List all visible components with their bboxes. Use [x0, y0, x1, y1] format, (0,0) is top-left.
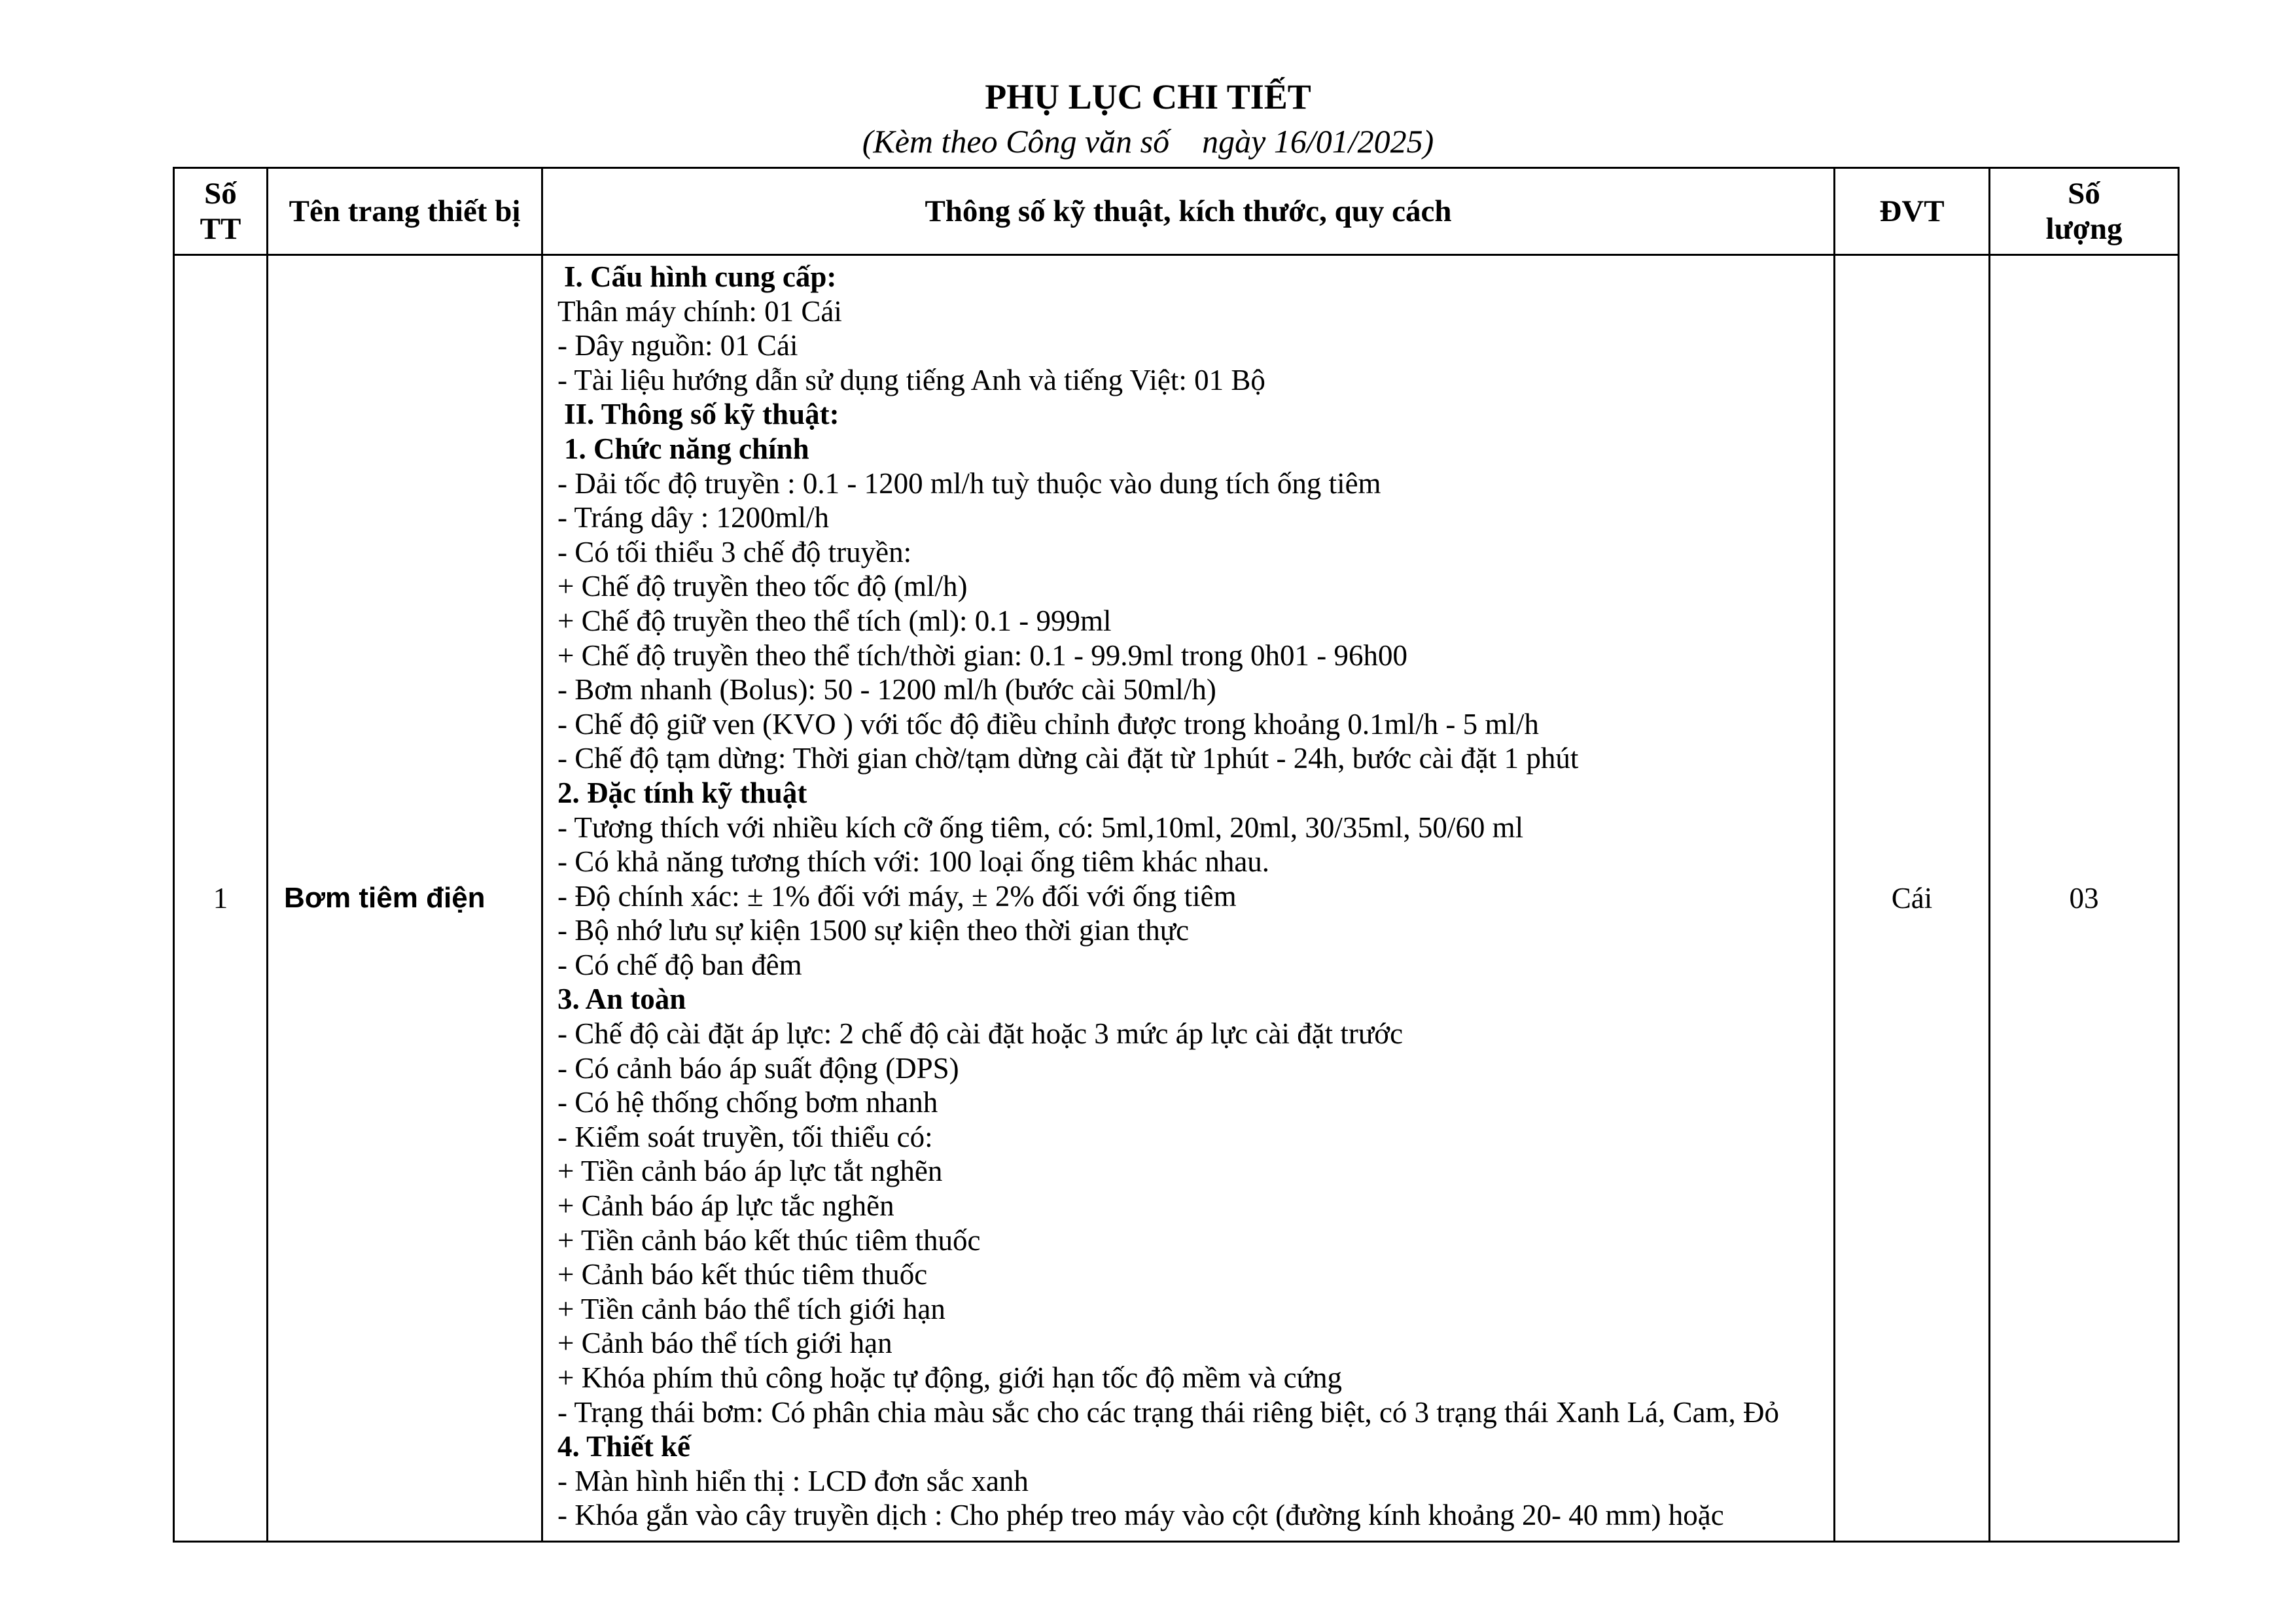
- spec-line: + Tiền cảnh báo kết thúc tiêm thuốc: [557, 1223, 981, 1257]
- spec-line: - Trạng thái bơm: Có phân chia màu sắc cho các trạng thái riêng biệt, có 3 trạng thái Xanh Lá, Cam, Đỏ: [557, 1395, 1780, 1429]
- table-header-row: [174, 168, 2179, 255]
- spec-line: - Có chế độ ban đêm: [557, 948, 802, 981]
- spec-line: + Chế độ truyền theo thể tích (ml): 0.1 - 999ml: [557, 604, 1112, 637]
- spec-line: Thân máy chính: 01 Cái: [557, 294, 842, 328]
- header-quantity: Số lượng: [1990, 168, 2179, 255]
- spec-line: + Cảnh báo áp lực tắc nghẽn: [557, 1189, 894, 1223]
- header-stt: Số TT: [174, 168, 268, 255]
- spec-line: + Tiền cảnh báo áp lực tắt nghẽn: [557, 1155, 943, 1188]
- header-unit: ĐVT: [1835, 168, 1990, 255]
- header-equipment-name: Tên trang thiết bị: [268, 168, 542, 255]
- spec-line: - Chế độ cài đặt áp lực: 2 chế độ cài đặt hoặc 3 mức áp lực cài đặt trước: [557, 1017, 1404, 1051]
- spec-line: - Có hệ thống chống bơm nhanh: [557, 1086, 938, 1119]
- subtitle-date: ngày 16/01/2025): [1202, 123, 1434, 160]
- spec-line: + Tiền cảnh báo thể tích giới hạn: [557, 1292, 945, 1325]
- spec-line: - Khóa gắn vào cây truyền dịch : Cho phép treo máy vào cột (đường kính khoảng 20- 40 mm) hoặc: [557, 1499, 1724, 1532]
- spec-line: - Kiểm soát truyền, tối thiểu có:: [557, 1120, 933, 1153]
- spec-line: + Cảnh báo kết thúc tiêm thuốc: [557, 1258, 928, 1291]
- spec-line: - Có cảnh báo áp suất động (DPS): [557, 1051, 959, 1085]
- spec-line: 3. An toàn: [557, 983, 686, 1016]
- spec-line: 4. Thiết kế: [557, 1430, 690, 1463]
- spec-line: - Tài liệu hướng dẫn sử dụng tiếng Anh và tiếng Việt: 01 Bộ: [557, 363, 1265, 396]
- header-specification: Thông số kỹ thuật, kích thước, quy cách: [542, 168, 1835, 255]
- document-subtitle: [0, 122, 2296, 161]
- spec-line: 2. Đặc tính kỹ thuật: [557, 776, 807, 809]
- spec-line: + Chế độ truyền theo thể tích/thời gian: 0.1 - 99.9ml trong 0h01 - 96h00: [557, 638, 1408, 672]
- spec-line: - Dây nguồn: 01 Cái: [557, 329, 798, 362]
- equipment-spec-table: [173, 167, 2180, 1543]
- spec-line: + Khóa phím thủ công hoặc tự động, giới hạn tốc độ mềm và cứng: [557, 1361, 1342, 1394]
- spec-line-list: [557, 260, 1833, 1533]
- spec-line: 1. Chức năng chính: [564, 432, 809, 465]
- spec-line: - Màn hình hiển thị : LCD đơn sắc xanh: [557, 1464, 1029, 1497]
- cell-stt: 1: [174, 255, 268, 1542]
- table-row: [174, 255, 2179, 1542]
- spec-line: - Bơm nhanh (Bolus): 50 - 1200 ml/h (bước cài 50ml/h): [557, 673, 1216, 707]
- spec-line: I. Cấu hình cung cấp:: [564, 260, 837, 293]
- spec-line: - Dải tốc độ truyền : 0.1 - 1200 ml/h tuỳ thuộc vào dung tích ống tiêm: [557, 466, 1381, 500]
- spec-line: - Có tối thiểu 3 chế độ truyền:: [557, 535, 912, 568]
- spec-line: - Tương thích với nhiều kích cỡ ống tiêm, có: 5ml,10ml, 20ml, 30/35ml, 50/60 ml: [557, 811, 1524, 844]
- spec-line: - Chế độ giữ ven (KVO ) với tốc độ điều chỉnh được trong khoảng 0.1ml/h - 5 ml/h: [557, 707, 1539, 741]
- document-title: PHỤ LỤC CHI TIẾT: [985, 77, 1311, 116]
- spec-line: II. Thông số kỹ thuật:: [564, 398, 839, 431]
- spec-line: + Chế độ truyền theo tốc độ (ml/h): [557, 570, 968, 603]
- subtitle-prefix: (Kèm theo Công văn số: [862, 123, 1170, 160]
- spec-line: + Cảnh báo thể tích giới hạn: [557, 1327, 892, 1360]
- spec-line: - Độ chính xác: ± 1% đối với máy, ± 2% đối với ống tiêm: [557, 879, 1237, 913]
- cell-equipment-name: Bơm tiêm điện: [268, 255, 542, 1542]
- spec-line: - Chế độ tạm dừng: Thời gian chờ/tạm dừng cài đặt từ 1phút - 24h, bước cài đặt 1 phút: [557, 742, 1579, 775]
- cell-unit: Cái: [1835, 255, 1990, 1542]
- spec-line: - Có khả năng tương thích với: 100 loại ống tiêm khác nhau.: [557, 845, 1270, 879]
- spec-line: - Bộ nhớ lưu sự kiện 1500 sự kiện theo thời gian thực: [557, 914, 1190, 947]
- cell-specification: [542, 255, 1835, 1542]
- spec-line: - Tráng dây : 1200ml/h: [557, 501, 830, 534]
- cell-quantity: 03: [1990, 255, 2179, 1542]
